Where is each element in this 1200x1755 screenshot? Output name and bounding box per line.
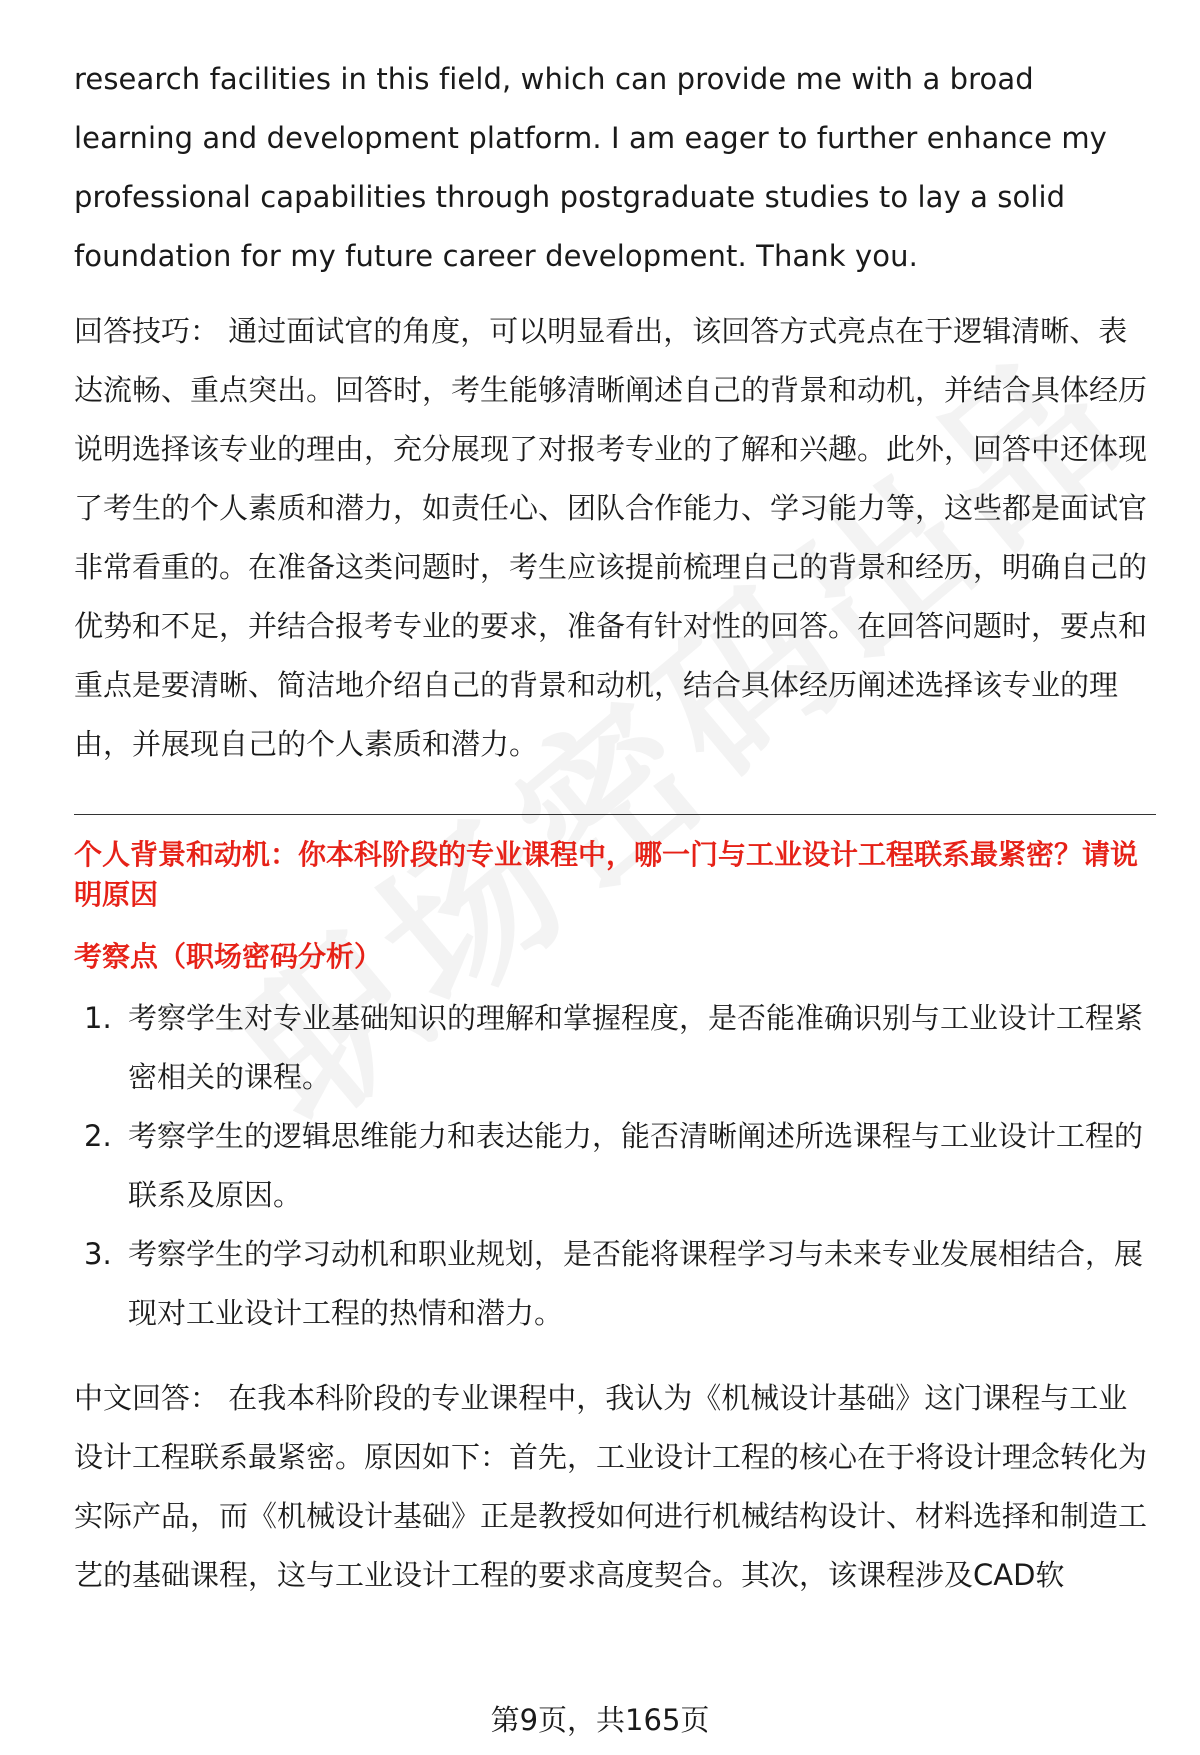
list-item-text: 考察学生对专业基础知识的理解和掌握程度，是否能准确识别与工业设计工程紧密相关的课程。 (128, 1001, 1144, 1094)
page-number: 第9页，共165页 (490, 1703, 710, 1737)
list-item-text: 考察学生的学习动机和职业规划，是否能将课程学习与未来专业发展相结合，展现对工业设计工程的热情和潜力。 (128, 1237, 1144, 1330)
section-divider (74, 814, 1156, 815)
exam-points-heading: 考察点（职场密码分析） (74, 940, 383, 973)
tips-paragraph: 回答技巧： 通过面试官的角度，可以明显看出，该回答方式亮点在于逻辑清晰、表达流畅、重点突出。回答时，考生能够清晰阐述自己的背景和动机，并结合具体经历说明选择该专业的理由，充分展现了对报考专业的了解和兴趣。此外，回答中还体现了考生的个人素质和潜力，如责任心、团队合作能力、学习能力等，这些都是面试官非常看重的。在准备这类问题时，考生应该提前梳理自己的背景和经历，明确自己的优势和不足，并结合报考专业的要求，准备有针对性的回答。在回答问题时，要点和重点是要清晰、简洁地介绍自己的背景和动机，结合具体经历阐述选择该专业的理由，并展现自己的个人素质和潜力。 (74, 314, 1148, 761)
list-item (74, 1107, 1156, 1225)
continued-paragraph: research facilities in this field, which can provide me with a broad learning and development platform. I am eager to further enhance my professional capabilities through postgraduate studies to lay a solid foundation for my future career development. Thank you. (74, 62, 1107, 273)
list-item (74, 989, 1156, 1107)
exam-points-list (74, 989, 1156, 1343)
question-title: 个人背景和动机：你本科阶段的专业课程中，哪一门与工业设计工程联系最紧密？请说明原因 (74, 838, 1139, 911)
chinese-answer-paragraph: 中文回答： 在我本科阶段的专业课程中，我认为《机械设计基础》这门课程与工业设计工程联系最紧密。原因如下：首先，工业设计工程的核心在于将设计理念转化为实际产品，而《机械设计基础》正是教授如何进行机械结构设计、材料选择和制造工艺的基础课程，这与工业设计工程的要求高度契合。其次，该课程涉及CAD软 (74, 1381, 1148, 1592)
page-content (74, 50, 1156, 1605)
list-item (74, 1225, 1156, 1343)
list-item-number: 1. (84, 1001, 112, 1035)
list-item-number: 2. (84, 1119, 112, 1153)
list-item-number: 3. (84, 1237, 112, 1271)
list-item-text: 考察学生的逻辑思维能力和表达能力，能否清晰阐述所选课程与工业设计工程的联系及原因。 (128, 1119, 1144, 1212)
